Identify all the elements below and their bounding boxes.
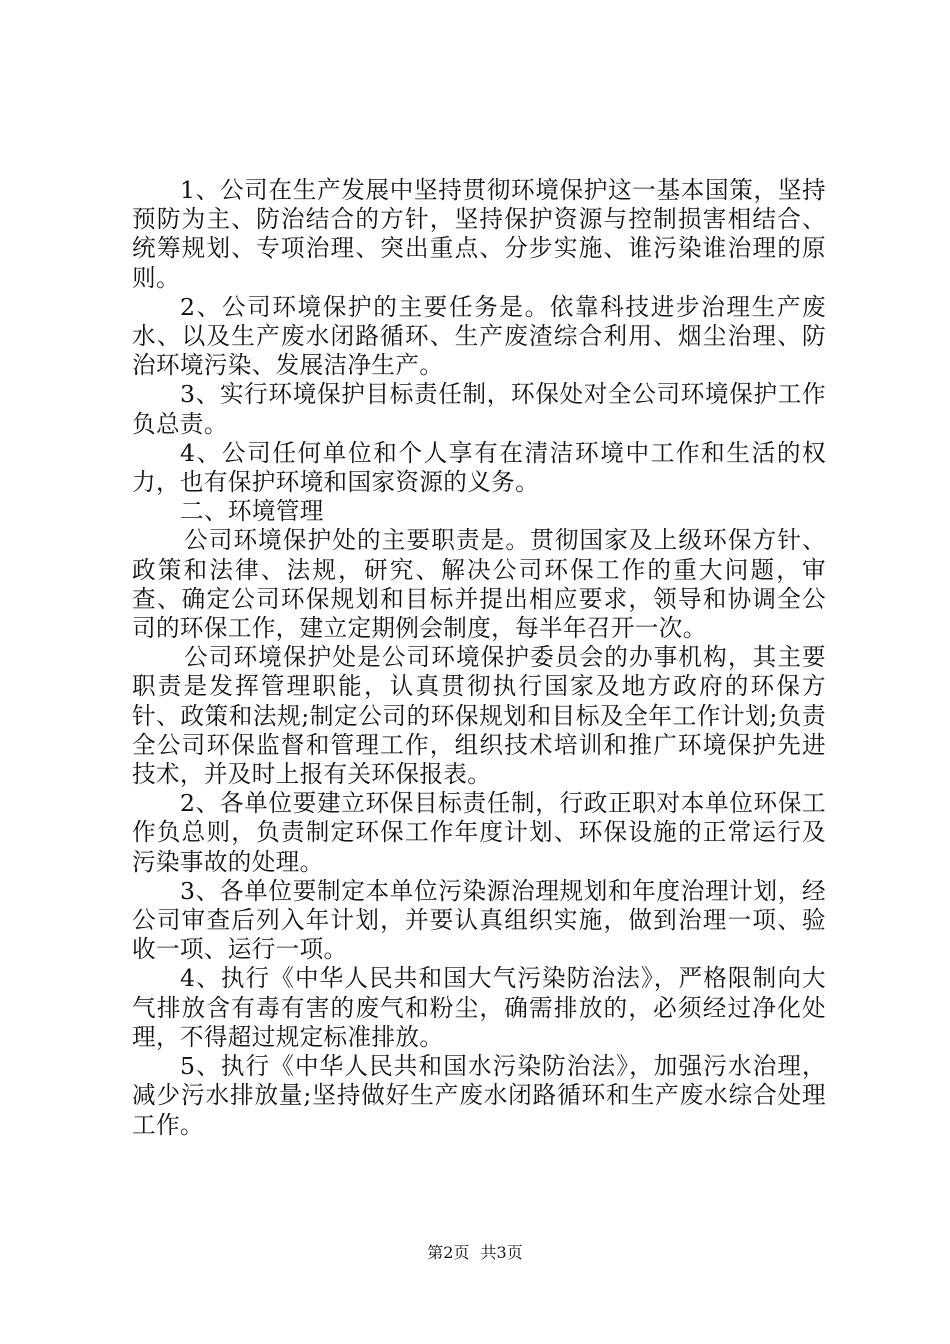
paragraph-water-pollution-law: 5、执行《中华人民共和国水污染防治法》，加强污水治理，减少污水排放量;坚持做好生产废水闭路循环和生产废水综合处理工作。 [132,1052,826,1139]
paragraph-principle: 1、公司在生产发展中坚持贯彻环境保护这一基本国策，坚持预防为主、防治结合的方针，坚持保护资源与控制损害相结合、统筹规划、专项治理、突出重点、分步实施、谁污染谁治理的原则。 [132,176,826,292]
document-body [132,176,826,1140]
section-heading-environment-management: 二、环境管理 [180,497,324,526]
total-page-count: 共3页 [480,1243,523,1262]
paragraph-responsibility-system: 3、实行环境保护目标责任制，环保处对全公司环境保护工作负总责。 [132,380,826,438]
current-page-number: 第2页 [427,1243,470,1262]
paragraph-air-pollution-law: 4、执行《中华人民共和国大气污染防治法》，严格限制向大气排放含有毒有害的废气和粉尘，确需排放的，必须经过净化处理，不得超过规定标准排放。 [132,964,826,1051]
page-footer [0,1243,950,1263]
paragraph-main-tasks: 2、公司环境保护的主要任务是。依靠科技进步治理生产废水、以及生产废水闭路循环、生产废渣综合利用、烟尘治理、防治环境污染、发展洁净生产。 [132,292,826,380]
paragraph-unit-target: 2、各单位要建立环保目标责任制，行政正职对本单位环保工作负总则，负责制定环保工作年度计划、环保设施的正常运行及污染事故的处理。 [132,789,826,876]
paragraph-rights-duties: 4、公司任何单位和个人享有在清洁环境中工作和生活的权力，也有保护环境和国家资源的义务。 [132,438,826,497]
paragraph-office-agency: 公司环境保护处是公司环境保护委员会的办事机构，其主要职责是发挥管理职能，认真贯彻执行国家及地方政府的环保方针、政策和法规;制定公司的环保规划和目标及全年工作计划;负责全公司环保监督和管理工作，组织技术培训和推广环境保护先进技术，并及时上报有关环保报表。 [132,643,826,789]
paragraph-pollution-plan: 3、各单位要制定本单位污染源治理规划和年度治理计划，经公司审查后列入年计划，并要认真组织实施，做到治理一项、验收一项、运行一项。 [132,876,826,964]
paragraph-office-duties: 公司环境保护处的主要职责是。贯彻国家及上级环保方针、政策和法律、法规，研究、解决公司环保工作的重大问题，审查、确定公司环保规划和目标并提出相应要求，领导和协调全公司的环保工作，建立定期例会制度，每半年召开一次。 [132,526,826,643]
